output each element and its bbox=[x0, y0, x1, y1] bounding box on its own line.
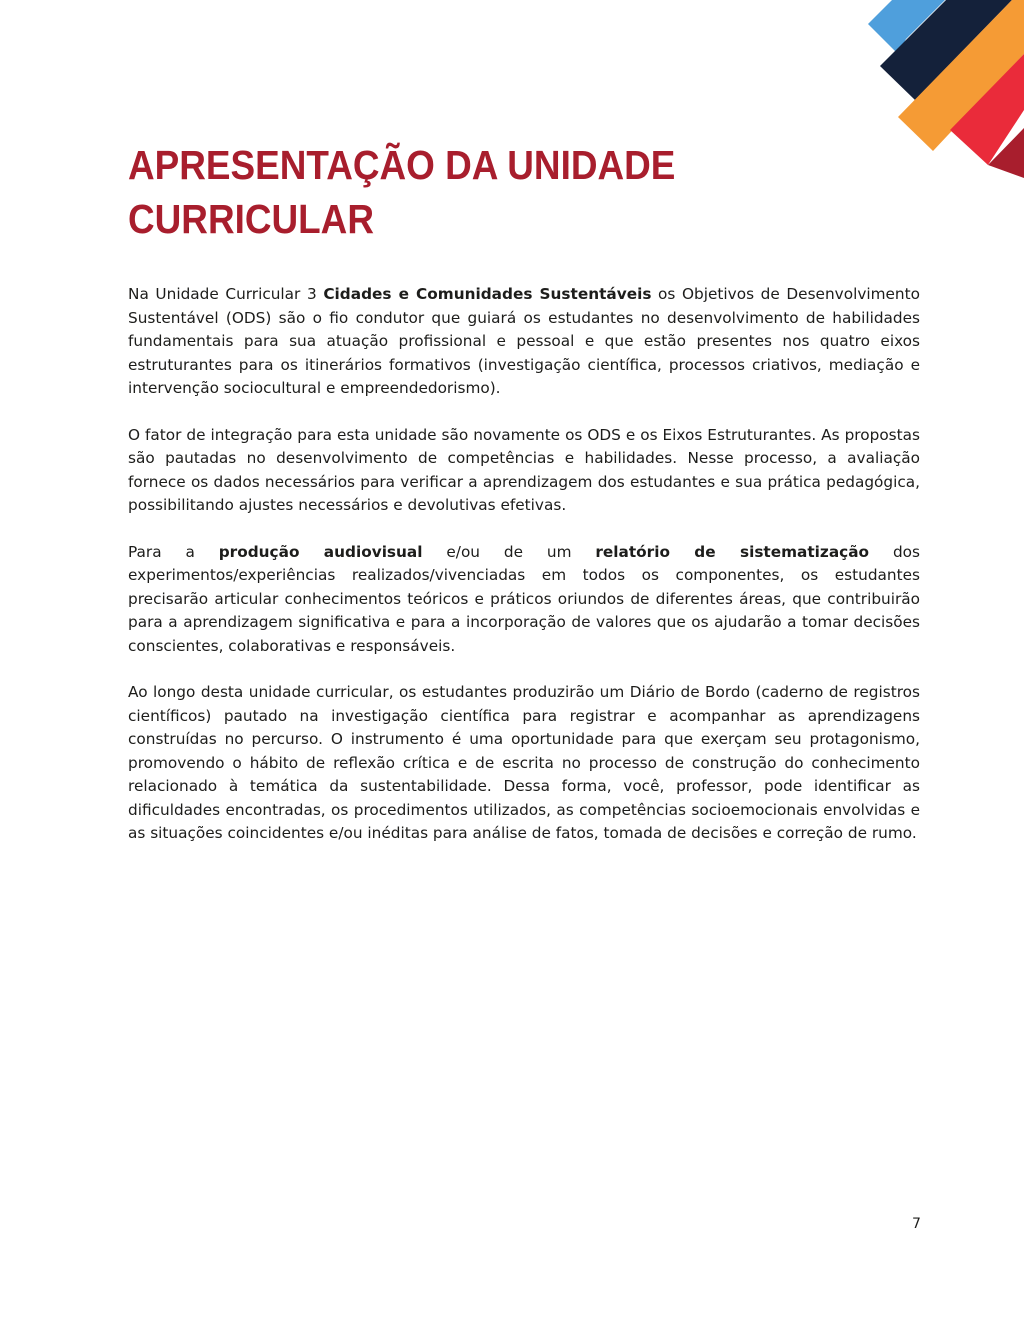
page-title bbox=[128, 138, 812, 246]
body-text bbox=[128, 283, 920, 869]
paragraph-1-text-a: Na Unidade Curricular 3 bbox=[128, 285, 324, 303]
paragraph-3-text-c: dos experimentos/experiências realizados/vivenciadas em todos os componentes, os estudantes precisarão articular conhecimentos teóricos e práticos oriundos de diferentes áreas, que contribuirão para a aprendizagem significativa e para a incorporação de valores que os ajudarão a tomar decisões conscientes, colaborativas e responsáveis. bbox=[128, 542, 920, 655]
paragraph-3-text-a: Para a bbox=[128, 542, 219, 561]
paragraph-3-text-b: e/ou de um bbox=[422, 542, 596, 561]
stripe-orange bbox=[898, 0, 1024, 151]
paragraph-1 bbox=[128, 283, 920, 401]
paragraph-1-text-b: os Objetivos de Desenvolvimento Sustentável (ODS) são o fio condutor que guiará os estudantes no desenvolvimento de habilidades fundamentais para sua atuação profissional e pessoal e que estão presentes nos quatro eixos estruturantes para os itinerários formativos (investigação científica, processos criativos, mediação e intervenção sociocultural e empreendedorismo). bbox=[128, 285, 920, 397]
paragraph-4-text-a: Ao longo desta unidade curricular, os estudantes produzirão um Diário de Bordo (caderno de registros científicos) pautado na investigação científica para registrar e acompanhar as aprendizagens construídas no percurso. O instrumento é uma oportunidade para que exerçam seu protagonismo, promovendo o hábito de reflexão crítica e de escrita no processo de construção do conhecimento relacionado à temática da sustentabilidade. Dessa forma, você, professor, pode identificar as dificuldades encontradas, os procedimentos utilizados, as competências socioemocionais envolvidas e as situações coincidentes e/ou inéditas para análise de fatos, tomada de decisões e correção de rumo. bbox=[128, 683, 920, 842]
paragraph-2-text-a: O fator de integração para esta unidade são novamente os ODS e os Eixos Estruturantes. As propostas são pautadas no desenvolvimento de competências e habilidades. Nesse processo, a avaliação fornece os dados necessários para verificar a aprendizagem dos estudantes e sua prática pedagógica, possibilitando ajustes necessários e devolutivas efetivas. bbox=[128, 425, 920, 514]
paragraph-2 bbox=[128, 424, 920, 518]
stripe-blue bbox=[868, 0, 945, 54]
paragraph-3-bold-b: relatório de sistematização bbox=[595, 542, 870, 561]
paragraph-4 bbox=[128, 681, 920, 846]
paragraph-3 bbox=[128, 541, 920, 659]
stripe-darkred bbox=[988, 128, 1024, 178]
page-number: 7 bbox=[912, 1216, 921, 1232]
paragraph-1-bold-a: Cidades e Comunidades Sustentáveis bbox=[323, 285, 652, 303]
stripe-red bbox=[950, 54, 1024, 165]
page-title-line-2: CURRICULAR bbox=[128, 196, 374, 242]
page-title-line-1: APRESENTAÇÃO DA UNIDADE bbox=[128, 142, 676, 188]
stripe-navy bbox=[880, 0, 1012, 100]
paragraph-3-bold-a: produção audiovisual bbox=[218, 542, 423, 561]
